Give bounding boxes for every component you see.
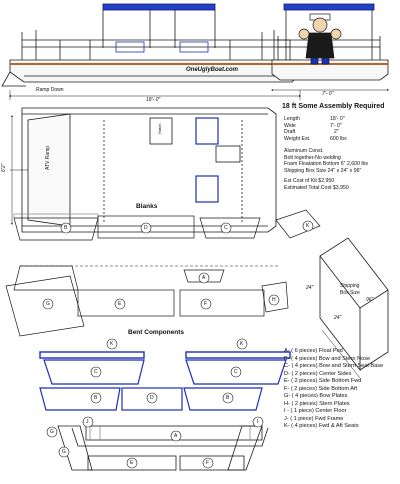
spec-value: 18'- 0" [330, 116, 345, 122]
shipping-box-label: Shipping [340, 283, 360, 289]
bent-callout: G [62, 449, 66, 455]
callout-h: H [272, 297, 276, 303]
box-height-dim: 24" [306, 285, 314, 291]
plan-width-dimension: 6'2" [1, 163, 7, 172]
callout-b: B [64, 225, 68, 231]
legend-item: H- ( 2 pieces) Stern Plates [284, 400, 350, 407]
bent-callout: C [234, 369, 238, 375]
cost-line: Estimated Total Cost $3,950 [284, 184, 349, 191]
spec-label: Wide [284, 122, 296, 129]
spec-label: Length [284, 116, 300, 122]
legend-item: J- ( 1 piece) Fwd Frame [284, 415, 344, 422]
bent-callout: D [150, 395, 154, 401]
note-line: Aluminum Const. [284, 148, 324, 154]
box-width-dim: 24" [334, 315, 342, 321]
atv-ramp-label: ATV Ramp [45, 145, 51, 170]
note-line: Bolt together-No welding [284, 154, 341, 161]
spec-list [284, 116, 347, 143]
captain-figure-icon [299, 14, 341, 64]
legend-item: A- ( 6 pieces) Float Pod [284, 348, 343, 354]
title-heading: 18 ft Some Assembly Required [282, 103, 385, 110]
spec-label: Draft [284, 129, 296, 135]
width-dimension: 7'- 0" [322, 91, 334, 97]
legend-item: F- ( 2 pieces) Side Bottom Aft [284, 385, 358, 392]
cost-list [284, 178, 349, 191]
legend-item: D- ( 2 pieces) Center Sides [284, 370, 352, 377]
bent-callout: C [94, 369, 98, 375]
bent-callout: A [174, 433, 178, 439]
spec-value: 7'- 0" [330, 122, 342, 129]
note-line: Foam Floatation Bottom 6" 2,600 lbs [284, 161, 369, 167]
callout-f: F [204, 301, 208, 307]
website-label: OneUglyBoat.com [186, 67, 239, 73]
legend-item: I - ( 1 piece) Center Floor [284, 408, 347, 414]
legend-item: G- ( 4 pieces) Bow Plates [284, 393, 348, 399]
callout-k: K [306, 223, 310, 229]
plan-view [10, 108, 276, 232]
ramp-down-label: Ramp Down [36, 87, 64, 93]
bent-callout: G [50, 429, 54, 435]
bent-callout: F [206, 460, 210, 466]
side-view [2, 4, 300, 100]
bent-callout: E [130, 460, 134, 466]
hatch-label: Hatch [157, 123, 162, 134]
callout-d: D [144, 225, 148, 231]
bent-callout: K [240, 341, 244, 347]
callout-c: C [224, 225, 228, 231]
bent-callout: K [110, 341, 114, 347]
callout-e: E [118, 301, 122, 307]
blank-callouts [43, 221, 313, 309]
bent-callout: B [226, 395, 230, 401]
spec-value: 2" [334, 129, 339, 135]
spec-label: Weight Est. [284, 135, 311, 142]
parts-legend [284, 348, 383, 431]
canopy-top [103, 4, 215, 10]
cost-line: Est Cost of Kit $2,950 [284, 178, 335, 184]
note-line: Shipping Box Size 24" x 24" x 96" [284, 167, 362, 174]
callout-a: A [202, 275, 206, 281]
spec-value: 600 lbs [330, 135, 347, 142]
legend-item: K- ( 4 pieces) Fwd & Aft Seats [284, 423, 359, 429]
box-length-dim: 96" [366, 297, 374, 303]
bent-components-title: Bent Components [128, 329, 184, 336]
legend-item: B- ( 4 pieces) Bow and Stern Nose [284, 355, 371, 362]
atv-ramp-outline [28, 114, 70, 226]
blanks-title: Blanks [136, 203, 158, 210]
bent-components [40, 352, 290, 470]
shipping-box-label: Box Size [340, 290, 360, 296]
callout-g: G [46, 301, 50, 307]
bent-callout: B [94, 395, 98, 401]
bent-callout: J [86, 419, 89, 425]
length-dimension: 18'- 0" [146, 97, 161, 103]
notes-list [284, 148, 368, 174]
legend-item: C- ( 4 pieces) Bow and Stern Seat Base [284, 363, 384, 369]
bent-callout: I [257, 419, 259, 425]
legend-item: E- ( 2 pieces) Side Bottom Fwd [284, 378, 362, 384]
